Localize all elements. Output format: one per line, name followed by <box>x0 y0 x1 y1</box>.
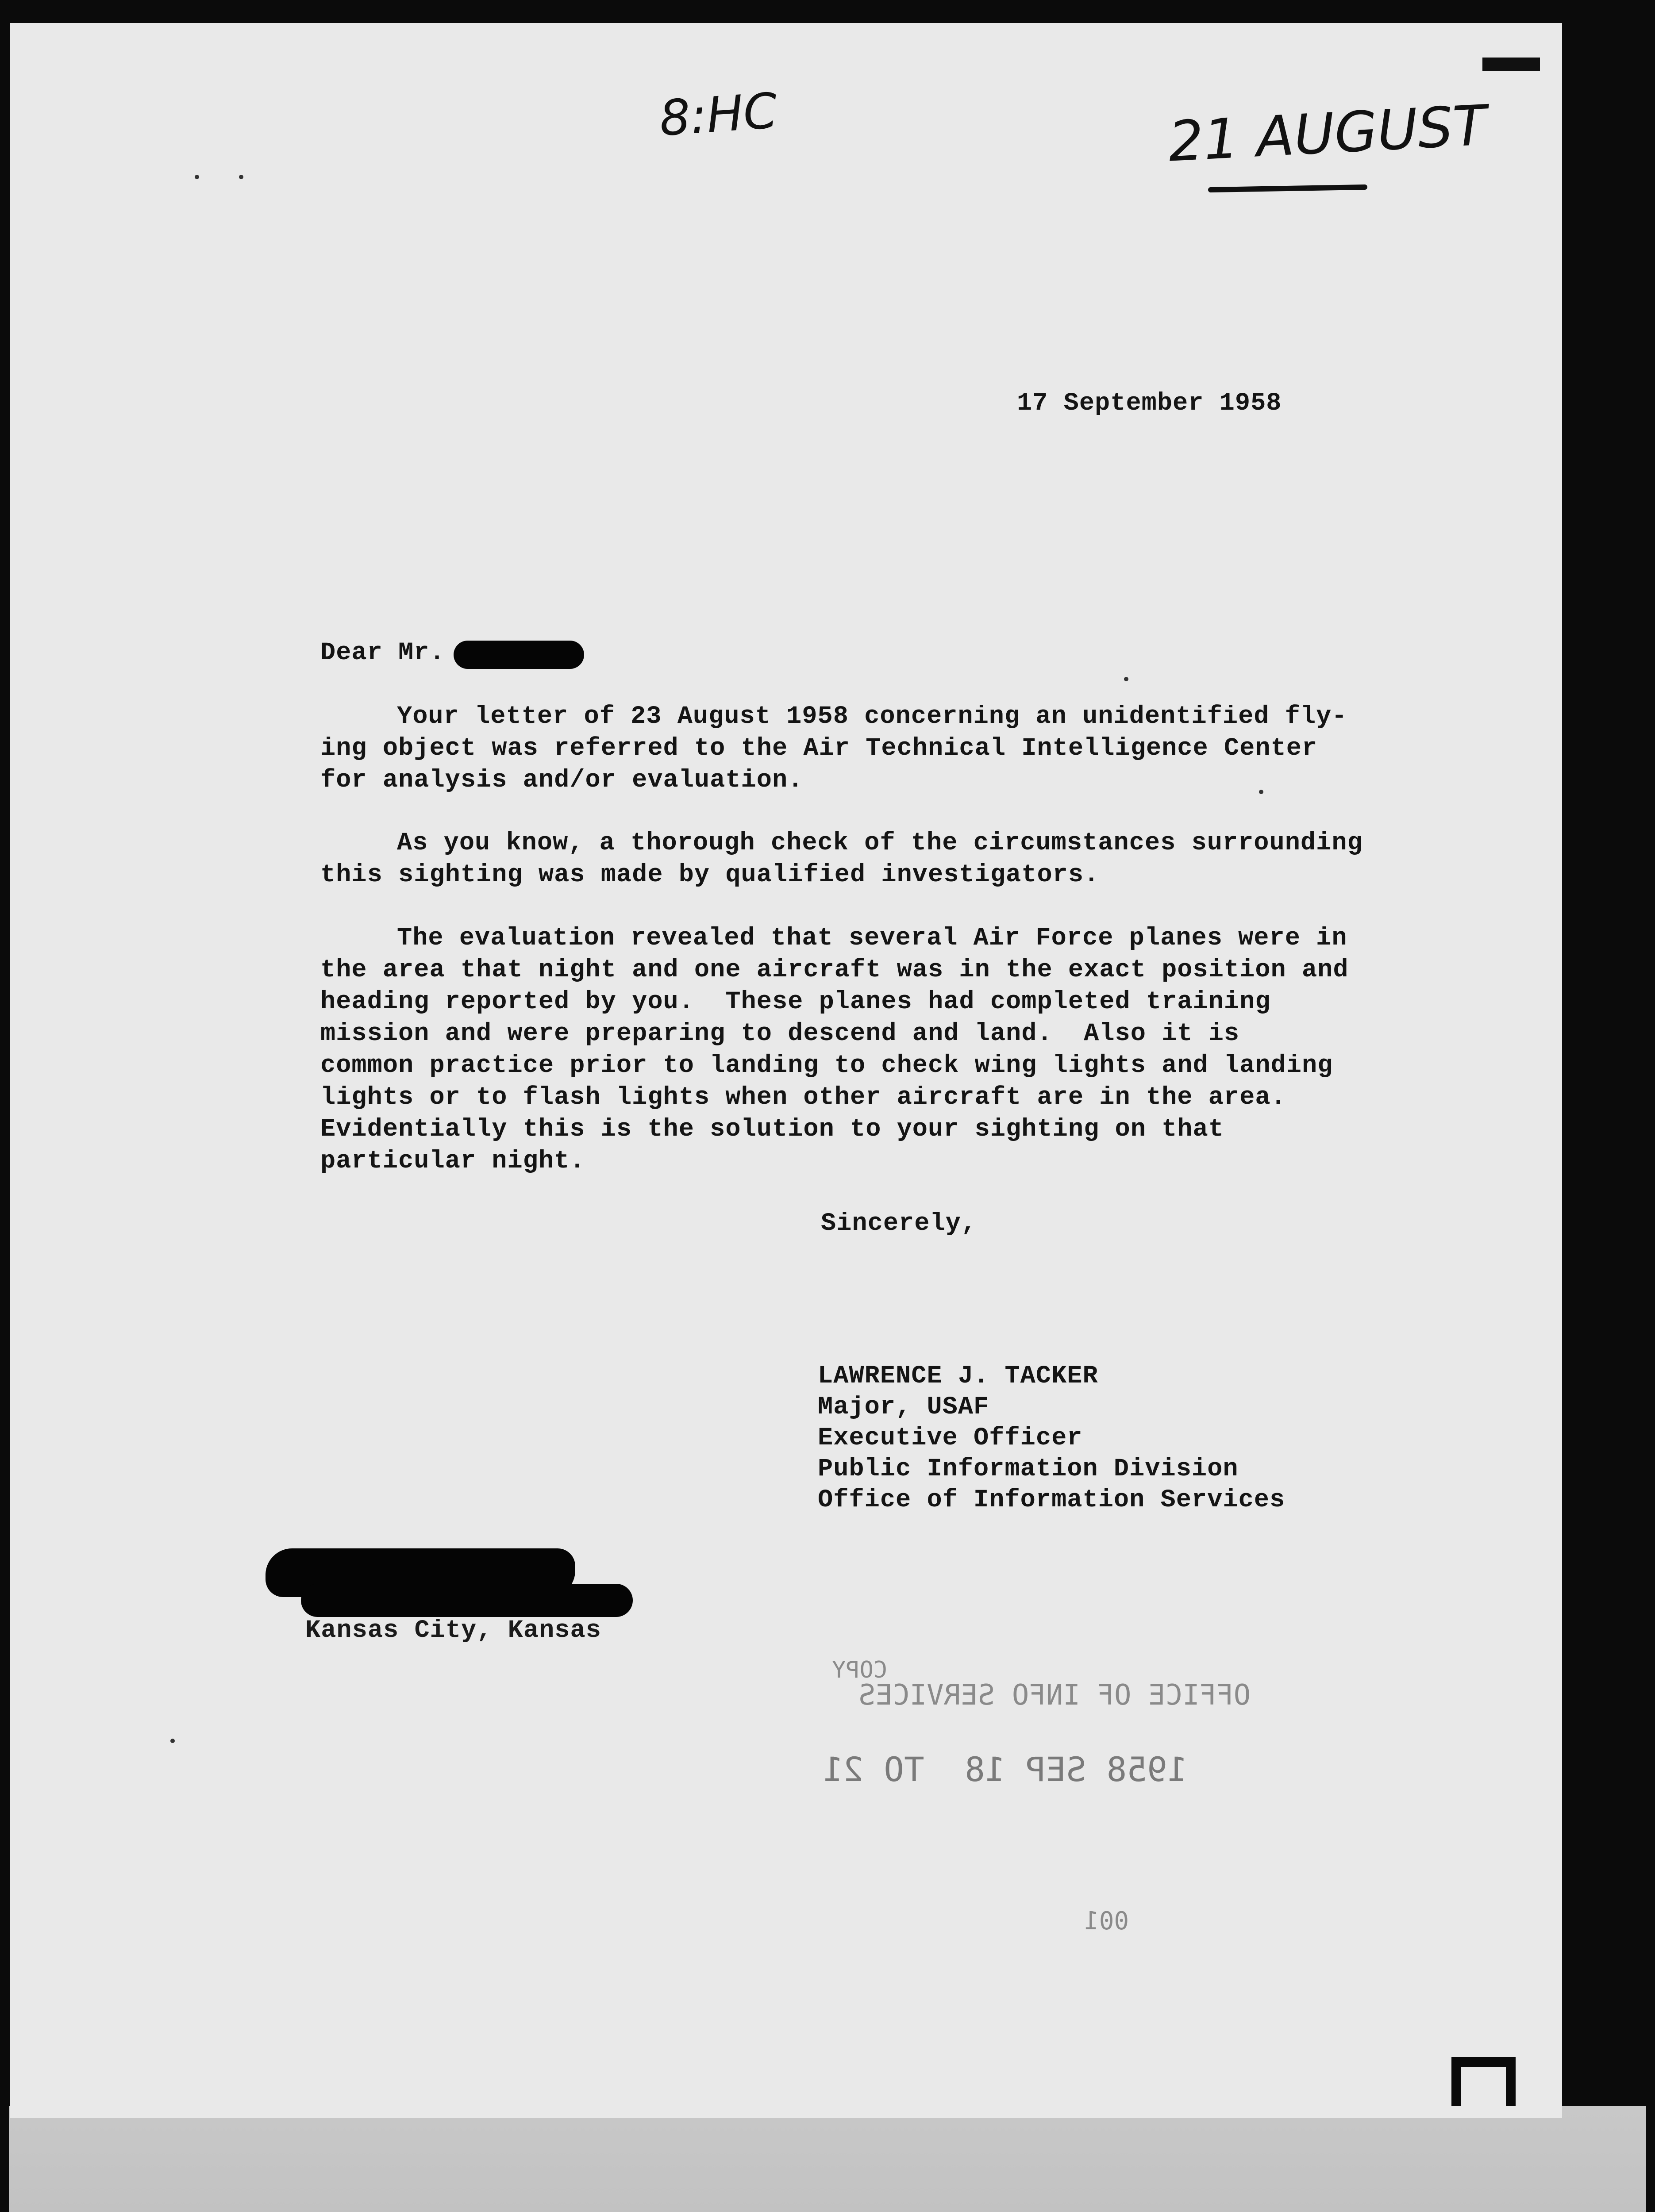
handwritten-note-left: 8:HC <box>657 82 779 147</box>
paragraph-2-line-1: As you know, a thorough check of the circumstances surrounding <box>397 829 1363 857</box>
corner-mark-bottom <box>1451 2057 1516 2106</box>
page-shadow <box>9 2106 1646 2212</box>
redaction-address-2 <box>301 1584 633 1617</box>
speck <box>239 175 243 179</box>
signature-title: Executive Officer <box>818 1424 1083 1452</box>
redaction-name <box>454 641 584 669</box>
paragraph-3-line-7: Evidentially this is the solution to your sighting on that <box>320 1115 1224 1144</box>
stamp-office: OFFICE OF INFO SERVICES <box>858 1679 1251 1712</box>
salutation: Dear Mr. <box>320 639 445 667</box>
stamp-copy: COPY <box>832 1657 888 1683</box>
closing: Sincerely, <box>821 1210 977 1238</box>
paragraph-1-line-3: for analysis and/or evaluation. <box>320 766 804 795</box>
paragraph-3-line-3: heading reported by you. These planes had completed training <box>320 988 1271 1016</box>
letter-date: 17 September 1958 <box>1017 389 1282 418</box>
paragraph-3-line-1: The evaluation revealed that several Air Force planes were in <box>397 924 1347 952</box>
handwritten-note-right: 21 AUGUST <box>1166 93 1489 174</box>
stamp-date: 1958 SEP 18 TO 21 <box>823 1750 1188 1789</box>
paragraph-3-line-2: the area that night and one aircraft was in the exact position and <box>320 956 1349 984</box>
speck <box>195 175 199 179</box>
paragraph-3-line-5: common practice prior to landing to check wing lights and landing <box>320 1052 1333 1080</box>
paragraph-1-line-1: Your letter of 23 August 1958 concerning an unidentified fly- <box>397 703 1347 731</box>
speck <box>1259 790 1263 794</box>
address-city: Kansas City, Kansas <box>305 1617 601 1645</box>
paragraph-3-line-8: particular night. <box>320 1147 585 1175</box>
signature-office: Office of Information Services <box>818 1486 1286 1514</box>
signature-name: LAWRENCE J. TACKER <box>818 1362 1098 1390</box>
paragraph-2-line-2: this sighting was made by qualified investigators. <box>320 861 1100 889</box>
paragraph-3-line-6: lights or to flash lights when other aircraft are in the area. <box>320 1083 1286 1112</box>
paragraph-3-line-4: mission and were preparing to descend and land. Also it is <box>320 1020 1240 1048</box>
speck <box>1124 677 1128 681</box>
corner-mark-top <box>1482 58 1540 71</box>
signature-division: Public Information Division <box>818 1455 1239 1483</box>
stamp-number: 001 <box>1084 1907 1129 1936</box>
signature-rank: Major, USAF <box>818 1393 989 1421</box>
speck <box>170 1739 175 1743</box>
paragraph-1-line-2: ing object was referred to the Air Technical Intelligence Center <box>320 734 1318 763</box>
